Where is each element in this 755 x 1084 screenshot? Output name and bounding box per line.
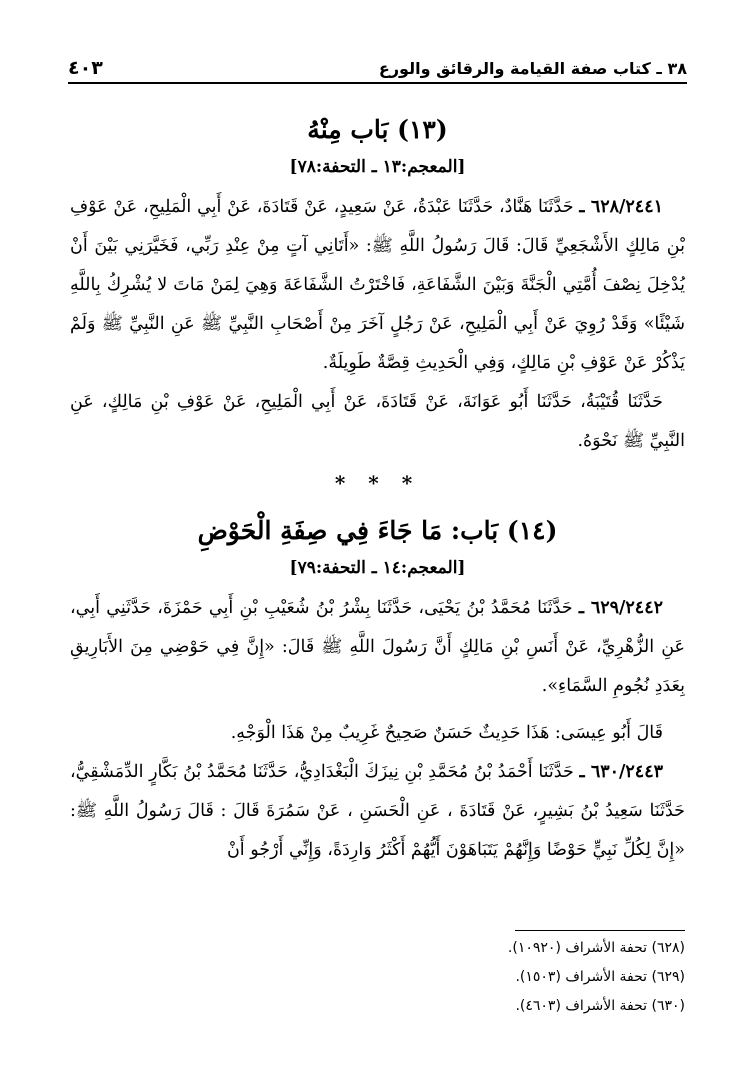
hadith-628-number: ٦٢٨/٢٤٤١ ـ xyxy=(579,197,663,217)
chapter-title-14: (١٤) بَاب: مَا جَاءَ فِي صِفَةِ الْحَوْضِ xyxy=(197,516,558,545)
hadith-630-number: ٦٣٠/٢٤٤٣ ـ xyxy=(579,762,663,782)
reference-14: [المعجم:١٤ ـ التحفة:٧٩] xyxy=(289,558,466,578)
hadith-629-number: ٦٢٩/٢٤٤٢ ـ xyxy=(578,598,663,618)
footnote-628: (٦٢٨) تحفة الأشراف (١٠٩٢٠). xyxy=(507,940,685,956)
header-title: ٣٨ ـ كتاب صفة القيامة والرقائق والورع xyxy=(378,59,687,78)
section-separator: * * * xyxy=(334,471,421,495)
hadith-629 xyxy=(70,589,685,706)
chapter-title-13: (١٣) بَاب مِنْهُ xyxy=(307,115,448,144)
footnote-629: (٦٢٩) تحفة الأشراف (١٥٠٣). xyxy=(515,969,685,985)
page-content xyxy=(70,100,685,870)
reference-13: [المعجم:١٣ ـ التحفة:٧٨] xyxy=(289,157,466,177)
running-header xyxy=(68,52,687,84)
page-number: ٤٠٣ xyxy=(68,57,103,79)
hadith-630 xyxy=(70,753,685,870)
abu-isa-comment: قَالَ أَبُو عِيسَى: هَذَا حَدِيثٌ حَسَنٌ صَحِيحٌ غَرِيبٌ مِنْ هَذَا الْوَجْهِ. xyxy=(230,723,663,743)
footnote-rule xyxy=(515,930,685,931)
footnotes xyxy=(70,934,685,1021)
hadith-629-text: حَدَّثَنَا مُحَمَّدُ بْنُ يَحْيَى، حَدَّثَنَا بِشْرُ بْنُ شُعَيْبِ بْنِ أَبِي حَمْزَةَ، حَدَّثَنِي أَبِي، عَنِ الزُّهْرِيِّ، عَنْ أَنَسِ بْنِ مَالِكٍ أَنَّ رَسُولَ اللَّهِ ﷺ قَالَ: «إِنَّ فِي حَوْضِي مِنَ الأَبَارِيقِ بِعَدَدِ نُجُومِ السَّمَاءِ». xyxy=(70,598,685,696)
footnote-630: (٦٣٠) تحفة الأشراف (٤٦٠٣). xyxy=(515,998,685,1014)
hadith-628-alt-chain: حَدَّثَنَا قُتَيْبَةُ، حَدَّثَنَا أَبُو عَوَانَةَ، عَنْ قَتَادَةَ، عَنْ أَبِي الْمَلِيحِ، عَنْ عَوْفِ بْنِ مَالِكٍ، عَنِ النَّبِيِّ ﷺ نَحْوَهُ. xyxy=(70,392,685,451)
hadith-628-text: حَدَّثَنَا هَنَّادٌ، حَدَّثَنَا عَبْدَةُ، عَنْ سَعِيدٍ، عَنْ قَتَادَةَ، عَنْ أَبِي الْمَلِيحِ، عَنْ عَوْفِ بْنِ مَالِكٍ الأَشْجَعِيِّ قَالَ: قَالَ رَسُولُ اللَّهِ ﷺ: «أَتَانِي آتٍ مِنْ عِنْدِ رَبِّي، فَخَيَّرَنِي بَيْنَ أَنْ يُدْخِلَ نِصْفَ أُمَّتِي الْجَنَّةَ وَبَيْنَ الشَّفَاعَةِ، فَاخْتَرْتُ الشَّفَاعَةَ وَهِيَ لِمَنْ مَاتَ لا يُشْرِكُ بِاللَّهِ شَيْئًا» وَقَدْ رُوِيَ عَنْ أَبِي الْمَلِيحِ، عَنْ رَجُلٍ آخَرَ مِنْ أَصْحَابِ النَّبِيِّ ﷺ عَنِ النَّبِيِّ ﷺ وَلَمْ يَذْكُرْ عَنْ عَوْفِ بْنِ مَالِكٍ، وَفِي الْحَدِيثِ قِصَّةٌ طَوِيلَةٌ. xyxy=(70,197,685,373)
hadith-630-text: حَدَّثَنَا أَحْمَدُ بْنُ مُحَمَّدِ بْنِ نِيزَكَ الْبَغْدَادِيُّ، حَدَّثَنَا مُحَمَّدُ بْنُ بَكَّارٍ الدِّمَشْقِيُّ، حَدَّثَنَا سَعِيدُ بْنُ بَشِيرٍ، عَنْ قَتَادَةَ ، عَنِ الْحَسَنِ ، عَنْ سَمُرَةَ قَالَ : قَالَ رَسُولُ اللَّهِ ﷺ: «إِنَّ لِكُلِّ نَبِيٍّ حَوْضًا وَإِنَّهُمْ يَتَبَاهَوْنَ أَيُّهُمْ أَكْثَرُ وَارِدَةً، وَإِنِّي أَرْجُو أَنْ xyxy=(70,762,685,860)
hadith-628 xyxy=(70,188,685,383)
